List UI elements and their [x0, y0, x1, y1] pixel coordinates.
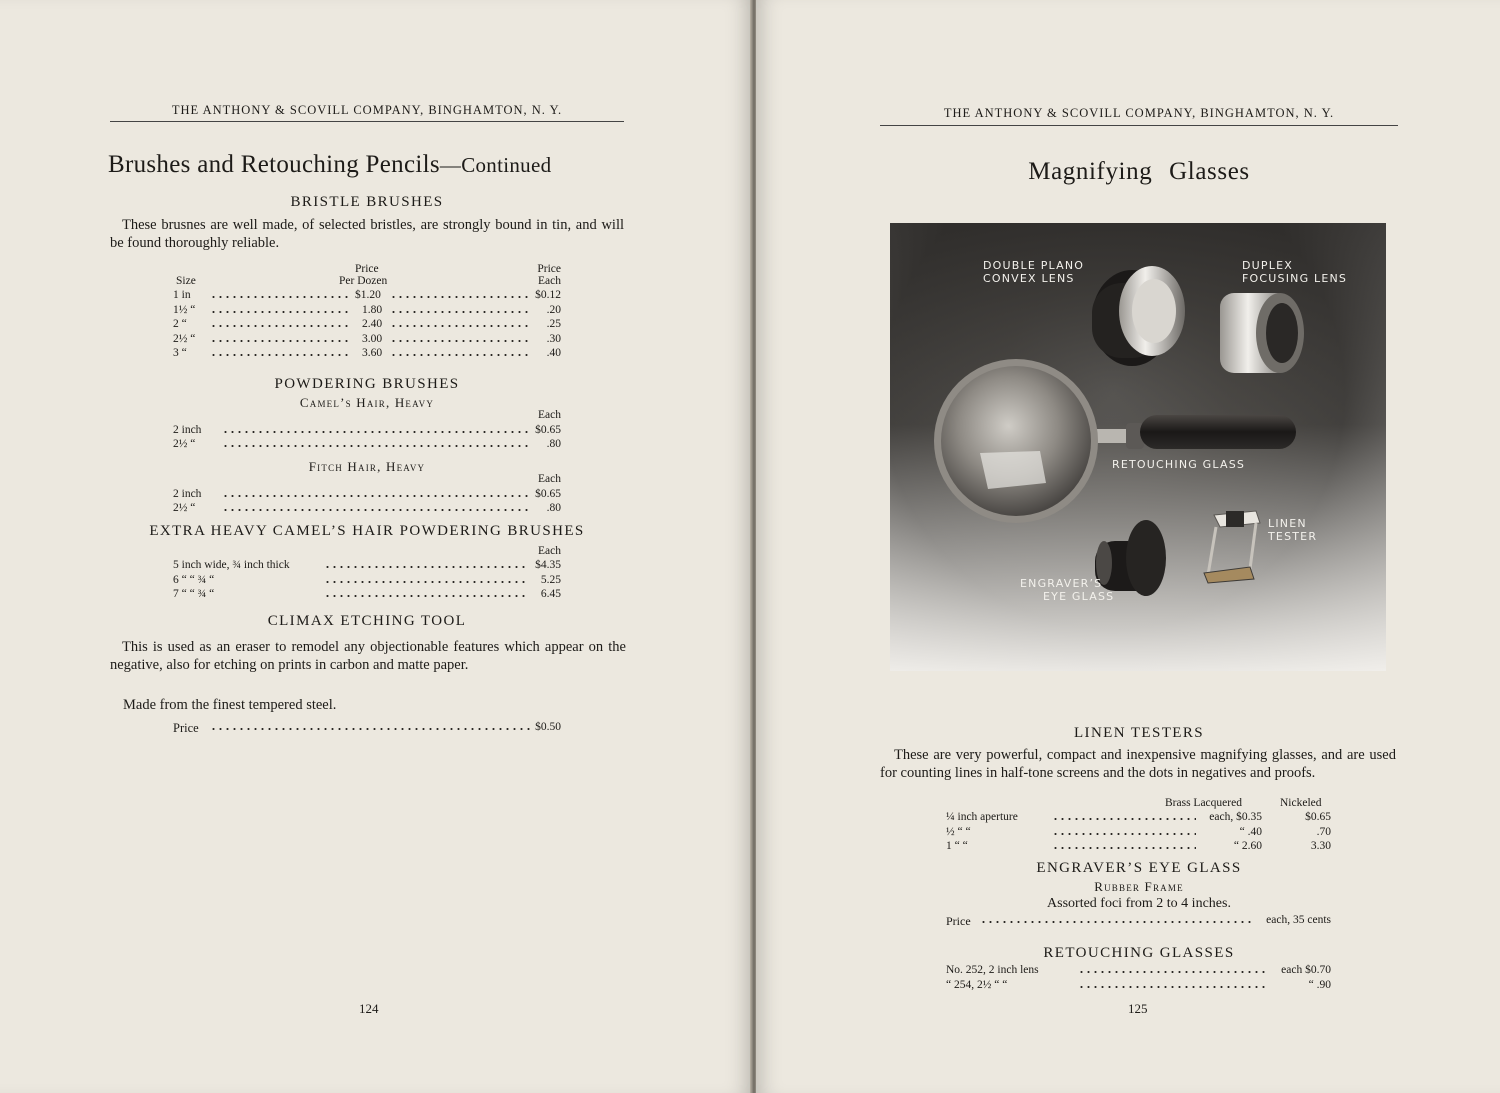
left-head-rule — [110, 121, 624, 122]
powdering-each-1: Each — [538, 409, 561, 421]
table-row-price: $4.35 — [535, 559, 561, 571]
duplex-focusing-lens-icon — [1220, 293, 1304, 373]
table-row-price: $0.65 — [535, 424, 561, 436]
table-row-dozen: 3.00 — [362, 333, 383, 345]
extra-heavy-heading: EXTRA HEAVY CAMEL’S HAIR POWDERING BRUSHES — [149, 523, 585, 539]
left-folio: 124 — [359, 1001, 379, 1016]
leader-dots — [324, 562, 528, 572]
leader-dots — [222, 505, 528, 515]
table-row-each: .30 — [546, 333, 561, 345]
linen-paragraph: These are very powerful, compact and inexpensive magnifying glasses, and are used for counting lines in half-tone screens and the dots in negatives and proofs. — [880, 747, 1396, 781]
label-linen-2: TESTER — [1268, 530, 1318, 543]
table-row-nickel: 3.30 — [1310, 840, 1331, 852]
table-row-brass: “ 2.60 — [1233, 840, 1262, 852]
leader-dots — [1078, 982, 1268, 992]
title-suffix: —Continued — [439, 153, 552, 177]
label-retouching-glass: RETOUCHING GLASS — [1112, 458, 1246, 471]
table-row-size: 1 “ “ — [946, 840, 968, 852]
linen-tester-icon — [1204, 511, 1260, 583]
table-row-brass: “ .40 — [1239, 826, 1262, 838]
table-row-dozen: 3.60 — [362, 347, 383, 359]
powdering-each-2: Each — [538, 473, 561, 485]
retouching-heading: RETOUCHING GLASSES — [1043, 945, 1235, 961]
leader-dots — [210, 307, 352, 317]
bristle-col-dozen-1: Price — [355, 263, 379, 275]
label-double-plano-2: CONVEX LENS — [983, 272, 1075, 285]
table-row-size: 2½ “ — [173, 438, 196, 450]
retouching-glass-icon — [934, 359, 1296, 523]
double-plano-lens-icon — [1092, 266, 1185, 366]
powdering-heading: POWDERING BRUSHES — [274, 376, 460, 392]
leader-dots — [222, 491, 528, 501]
leader-dots — [210, 724, 530, 734]
table-row-dozen: $1.20 — [355, 289, 381, 301]
table-row-price: 6.45 — [540, 588, 561, 600]
leader-dots — [1078, 967, 1268, 977]
powdering-sub-fitch: Fitch Hair, Heavy — [308, 459, 426, 474]
table-row-size: 2½ “ — [173, 502, 196, 514]
label-double-plano-1: DOUBLE PLANO — [983, 259, 1085, 272]
engravers-price: each, 35 cents — [1266, 914, 1331, 926]
leader-dots — [324, 577, 528, 587]
photo-illustration — [890, 223, 1386, 671]
table-row-size: 2½ “ — [173, 333, 196, 345]
bristle-col-each-2: Each — [538, 275, 561, 287]
linen-col-nickel: Nickeled — [1280, 797, 1322, 809]
label-duplex-1: DUPLEX — [1242, 259, 1293, 272]
label-linen-1: LINEN — [1268, 517, 1307, 530]
table-row-price: “ .90 — [1308, 979, 1331, 991]
table-row-size: 1 in — [173, 289, 191, 301]
label-duplex-2: FOCUSING LENS — [1242, 272, 1348, 285]
engravers-price-label: Price — [946, 914, 971, 928]
table-row-size: 5 inch wide, ¾ inch thick — [173, 559, 290, 571]
linen-col-brass: Brass Lacquered — [1165, 797, 1242, 809]
leader-dots — [222, 441, 528, 451]
bristle-col-dozen-2: Per Dozen — [339, 275, 388, 287]
table-row-size: 2 “ — [173, 318, 187, 330]
leader-dots — [1052, 843, 1196, 853]
table-row-size: ½ “ “ — [946, 826, 971, 838]
table-row-size: ¼ inch aperture — [946, 811, 1018, 823]
leader-dots — [1052, 814, 1196, 824]
bristle-col-each-1: Price — [537, 263, 561, 275]
table-row-size: 3 “ — [173, 347, 187, 359]
bristle-paragraph: These brusnes are well made, of selected bristles, are strongly bound in tin, and will be found thoroughly reliable. — [110, 217, 624, 251]
table-row-size: 2 inch — [173, 424, 202, 436]
climax-price-label: Price — [173, 721, 199, 735]
table-row-each: .20 — [546, 304, 561, 316]
label-engravers-2: EYE GLASS — [1043, 590, 1115, 603]
leader-dots — [210, 292, 352, 302]
leader-dots — [324, 591, 528, 601]
leader-dots — [210, 321, 352, 331]
table-row-brass: each, $0.35 — [1209, 811, 1262, 823]
climax-line-2: Made from the finest tempered steel. — [123, 697, 337, 713]
leader-dots — [980, 917, 1252, 927]
table-row-size: 7 “ “ ¾ “ — [173, 588, 215, 600]
table-row-nickel: .70 — [1316, 826, 1331, 838]
leader-dots — [222, 427, 528, 437]
table-row-price: .80 — [546, 502, 561, 514]
table-row-dozen: 1.80 — [362, 304, 383, 316]
table-row-each: .40 — [546, 347, 561, 359]
right-running-head: THE ANTHONY & SCOVILL COMPANY, BINGHAMTON, N. Y. — [943, 106, 1335, 120]
powdering-sub-camel: Camel’s Hair, Heavy — [299, 395, 435, 410]
linen-heading: LINEN TESTERS — [1073, 725, 1204, 741]
extra-heavy-each: Each — [538, 545, 561, 557]
table-row-size: 2 inch — [173, 488, 202, 500]
table-row-label: “ 254, 2½ “ “ — [946, 979, 1008, 991]
engravers-eye-glass-icon — [1095, 520, 1166, 596]
table-row-size: 1½ “ — [173, 304, 196, 316]
right-head-rule — [880, 125, 1398, 126]
bristle-col-size: Size — [176, 275, 196, 287]
table-row-label: No. 252, 2 inch lens — [946, 964, 1039, 976]
leader-dots — [1052, 829, 1196, 839]
engravers-sub: Rubber Frame — [1094, 879, 1184, 894]
left-running-head: THE ANTHONY & SCOVILL COMPANY, BINGHAMTON, N. Y. — [171, 103, 563, 117]
climax-paragraph: This is used as an eraser to remodel any objectionable features which appear on the negative, also for etching on prints in carbon and matte paper. — [110, 639, 626, 673]
table-row-price: each $0.70 — [1281, 964, 1331, 976]
table-row-size: 6 “ “ ¾ “ — [173, 574, 215, 586]
label-engravers-1: ENGRAVER’S — [1020, 577, 1103, 590]
table-row-price: $0.65 — [535, 488, 561, 500]
leader-dots — [210, 350, 352, 360]
table-row-each: .25 — [546, 318, 561, 330]
magnifying-glasses-photo — [890, 223, 1386, 671]
table-row-dozen: 2.40 — [362, 318, 383, 330]
right-page-title: Magnifying Glasses — [1028, 158, 1250, 185]
climax-price: $0.50 — [535, 721, 561, 733]
table-row-price: 5.25 — [540, 574, 561, 586]
leader-dots — [210, 336, 352, 346]
climax-heading: CLIMAX ETCHING TOOL — [267, 613, 467, 629]
left-page-title — [108, 151, 551, 179]
title-main: Brushes and Retouching Pencils — [108, 151, 440, 178]
bristle-heading: BRISTLE BRUSHES — [290, 194, 444, 210]
table-row-price: .80 — [546, 438, 561, 450]
right-folio: 125 — [1128, 1001, 1148, 1016]
engravers-line: Assorted foci from 2 to 4 inches. — [1047, 896, 1231, 911]
table-row-each: $0.12 — [535, 289, 561, 301]
engravers-heading: ENGRAVER’S EYE GLASS — [1036, 860, 1242, 876]
table-row-nickel: $0.65 — [1305, 811, 1331, 823]
